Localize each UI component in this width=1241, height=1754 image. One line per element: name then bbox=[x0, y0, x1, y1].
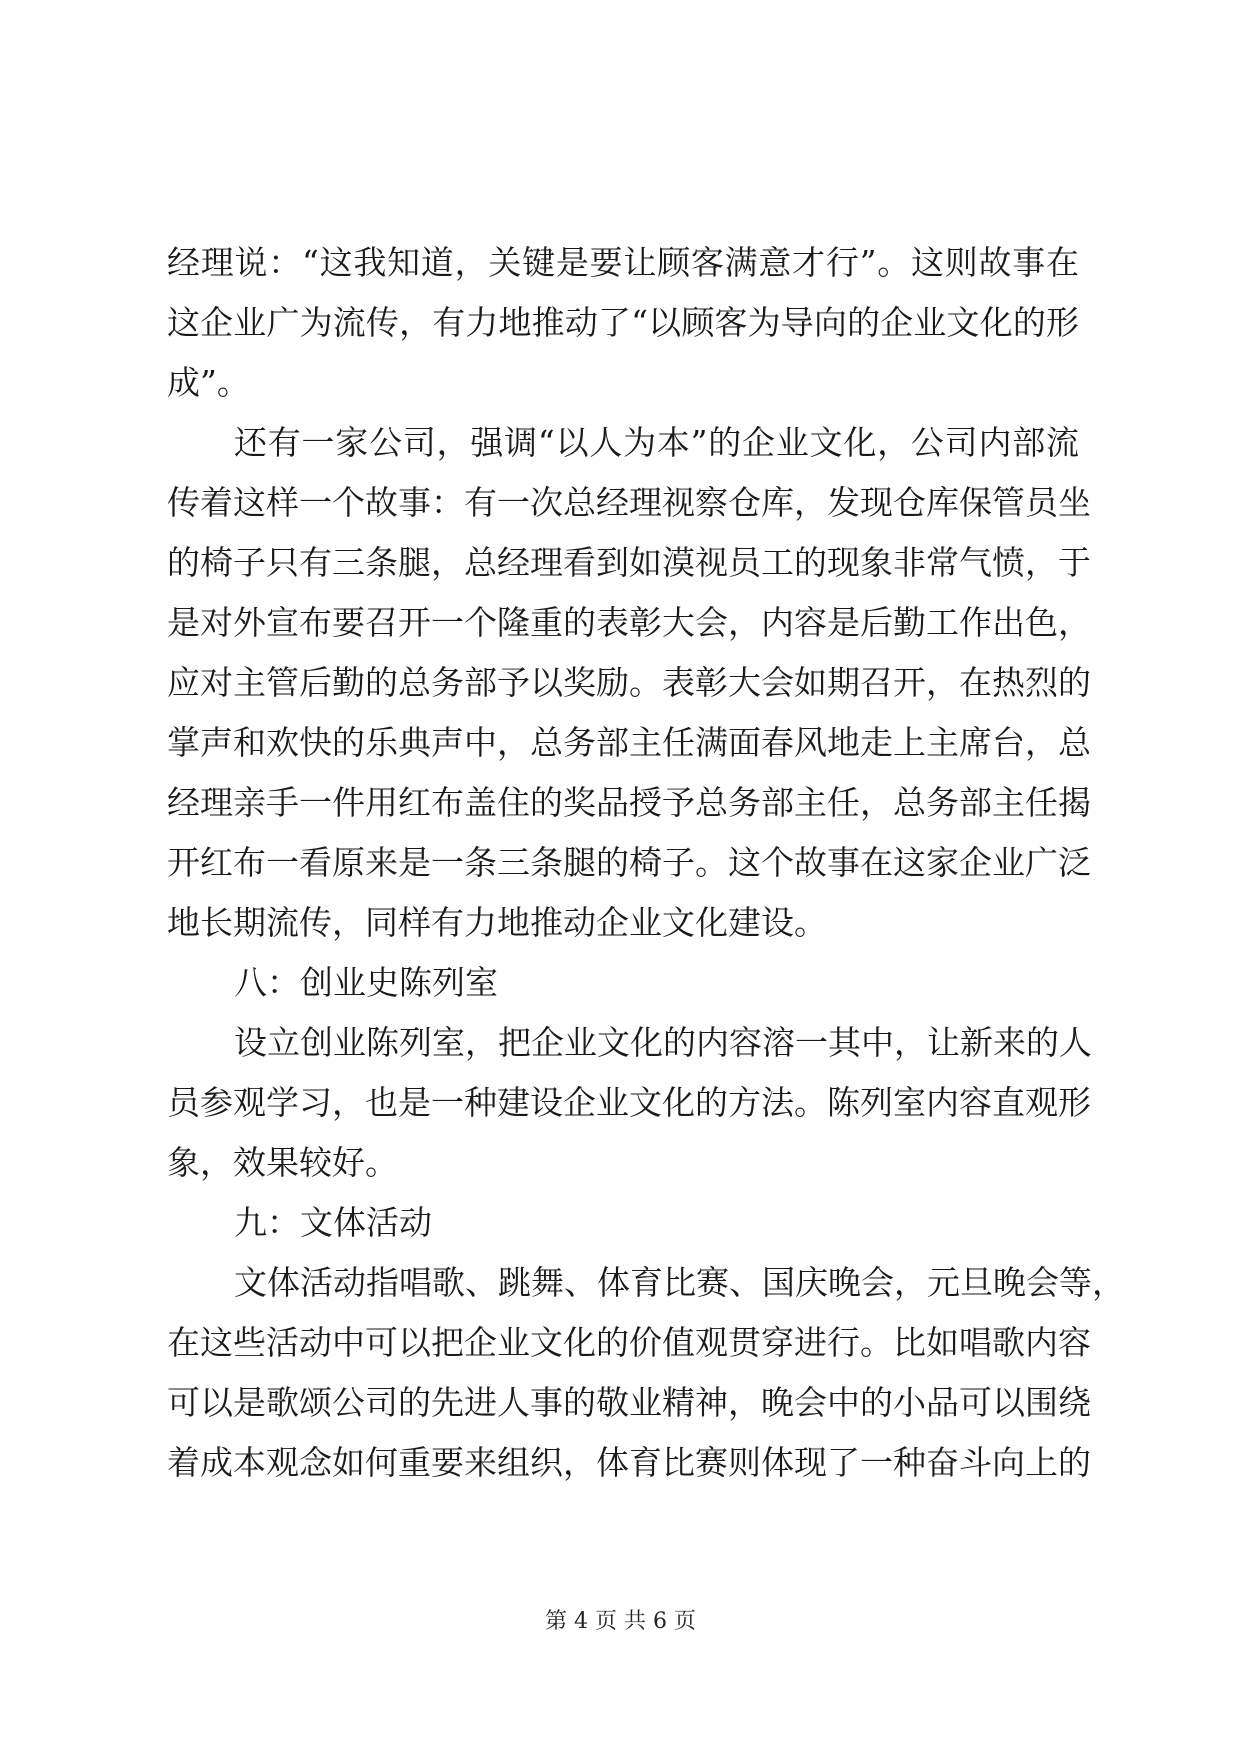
text-line: 掌声和欢快的乐典声中，总务部主任满面春风地走上主席台，总 bbox=[167, 723, 1091, 762]
text-line: 在这些活动中可以把企业文化的价值观贯穿进行。比如唱歌内容 bbox=[167, 1323, 1091, 1362]
text-line: 员参观学习，也是一种建设企业文化的方法。陈列室内容直观形 bbox=[167, 1083, 1091, 1122]
text-line: 成”。 bbox=[167, 363, 250, 402]
page-number-footer: 第 4 页 共 6 页 bbox=[545, 1609, 696, 1634]
section-heading: 八：创业史陈列室 bbox=[234, 963, 498, 1002]
text-line: 这企业广为流传，有力地推动了“以顾客为导向的企业文化的形 bbox=[167, 303, 1079, 342]
paragraph-first-line: 设立创业陈列室，把企业文化的内容溶一其中，让新来的人 bbox=[234, 1023, 1092, 1062]
text-line: 着成本观念如何重要来组织，体育比赛则体现了一种奋斗向上的 bbox=[167, 1443, 1091, 1482]
text-line: 的椅子只有三条腿，总经理看到如漠视员工的现象非常气愤，于 bbox=[167, 543, 1091, 582]
text-line: 经理说：“这我知道，关键是要让顾客满意才行”。这则故事在 bbox=[167, 243, 1079, 282]
text-line: 地长期流传，同样有力地推动企业文化建设。 bbox=[167, 903, 827, 942]
text-line: 经理亲手一件用红布盖住的奖品授予总务部主任，总务部主任揭 bbox=[167, 783, 1091, 822]
text-line: 象，效果较好。 bbox=[167, 1143, 398, 1182]
paragraph-first-line: 还有一家公司，强调“以人为本”的企业文化，公司内部流 bbox=[234, 423, 1079, 462]
text-line: 开红布一看原来是一条三条腿的椅子。这个故事在这家企业广泛 bbox=[167, 843, 1091, 882]
text-line: 是对外宣布要召开一个隆重的表彰大会，内容是后勤工作出色， bbox=[167, 603, 1091, 642]
text-line: 传着这样一个故事：有一次总经理视察仓库，发现仓库保管员坐 bbox=[167, 483, 1091, 522]
paragraph-first-line: 文体活动指唱歌、跳舞、体育比赛、国庆晚会，元旦晚会等， bbox=[234, 1263, 1125, 1302]
section-heading: 九：文体活动 bbox=[234, 1203, 432, 1242]
text-line: 可以是歌颂公司的先进人事的敬业精神，晚会中的小品可以围绕 bbox=[167, 1383, 1091, 1422]
body-text bbox=[167, 233, 1125, 1493]
text-line: 应对主管后勤的总务部予以奖励。表彰大会如期召开，在热烈的 bbox=[167, 663, 1091, 702]
